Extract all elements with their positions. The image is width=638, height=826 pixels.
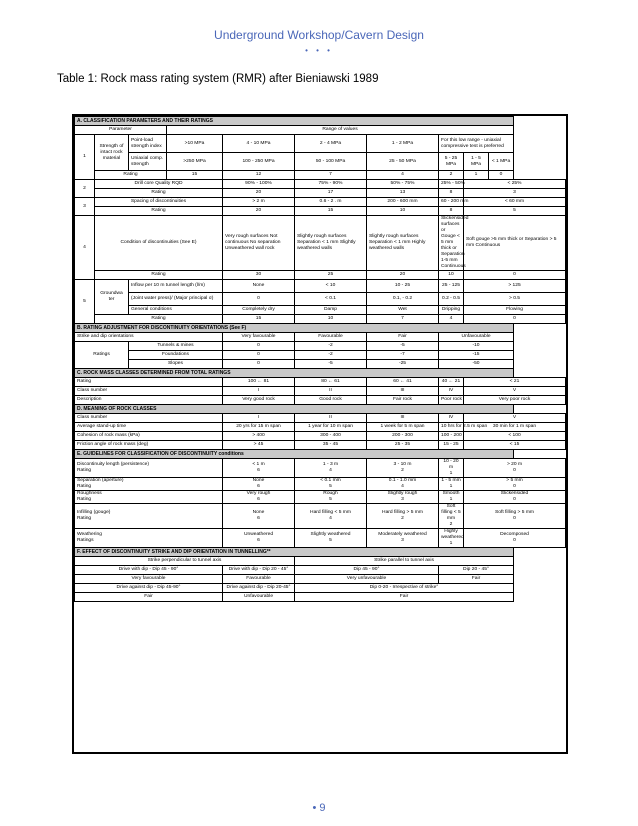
cell-rating: 4 bbox=[401, 484, 404, 489]
table-cell: V bbox=[464, 387, 566, 396]
table-cell: 10 hrs for 2.5 m span bbox=[439, 423, 464, 432]
cell-value: Slightly rough bbox=[387, 491, 418, 496]
table-cell bbox=[367, 478, 439, 491]
table-cell: Slightly rough surfaces Separation < 1 mm Slightly weathered walls bbox=[295, 216, 367, 271]
range-header: Range of values bbox=[167, 126, 514, 135]
table-cell: I bbox=[223, 414, 295, 423]
cell-rating: 0 bbox=[513, 484, 516, 489]
table-cell: Very rough surfaces Not continuous No separation Unweathered wall rock bbox=[223, 216, 295, 271]
param-4-name: Condition of discontinuities (See E) bbox=[95, 216, 223, 271]
table-cell: Good rock bbox=[295, 396, 367, 405]
table-cell: -50 bbox=[439, 360, 514, 369]
table-cell: < 0.1 bbox=[295, 293, 367, 306]
cell-value: Hard filling < 5 mm bbox=[310, 510, 351, 515]
rating-label: Rating bbox=[95, 271, 223, 280]
rating-cell: 5 bbox=[464, 207, 566, 216]
table-cell: < 60 mm bbox=[464, 198, 566, 207]
cell-value: Rough bbox=[323, 491, 338, 496]
cell-value: Slickensided bbox=[500, 491, 529, 496]
table-cell: < 1 MPa bbox=[489, 153, 514, 171]
ucs-label: Uniaxial comp. strength bbox=[129, 153, 167, 171]
header-ornament: • • • bbox=[305, 46, 333, 55]
table-cell: For this low range - uniaxial compressive test is preferred bbox=[439, 135, 514, 153]
table-cell: Unfavourable bbox=[223, 593, 295, 602]
page-number: • 9 bbox=[312, 802, 326, 814]
table-cell: 0.1, - 0.2 bbox=[367, 293, 439, 306]
table-cell: 20 yrs for 15 m span bbox=[223, 423, 295, 432]
cell-value: 0.1 - 1.0 mm bbox=[388, 478, 417, 483]
table-cell: 10 - 25 bbox=[367, 280, 439, 293]
cell-rating: 6 bbox=[257, 497, 260, 502]
rating-cell: 4 bbox=[367, 171, 439, 180]
table-cell: II bbox=[295, 387, 367, 396]
table-cell: -2 bbox=[295, 351, 367, 360]
table-cell: 100 - 250 MPa bbox=[223, 153, 295, 171]
table-cell bbox=[464, 459, 566, 478]
rating-cell: 15 bbox=[223, 315, 295, 324]
table-cell bbox=[223, 459, 295, 478]
cell-value: Very rough bbox=[246, 491, 271, 496]
row-label: Description bbox=[75, 396, 223, 405]
row-label: Class number bbox=[75, 414, 223, 423]
cell-rating: 6 bbox=[257, 516, 260, 521]
table-cell: > 45 bbox=[223, 441, 295, 450]
section-d-title: D. MEANING OF ROCK CLASSES bbox=[75, 405, 514, 414]
table-cell: < 10 bbox=[295, 280, 367, 293]
cell-rating: 3 bbox=[401, 538, 404, 543]
cell-value: Soft filling > 5 mm bbox=[494, 510, 534, 515]
table-cell: I bbox=[223, 387, 295, 396]
table-cell: III bbox=[367, 387, 439, 396]
table-cell: 25% - 50% bbox=[439, 180, 464, 189]
row-label-name: Weathering bbox=[77, 532, 102, 537]
rating-cell: 17 bbox=[295, 189, 367, 198]
cell-value: < 0.1 mm bbox=[320, 478, 341, 483]
cell-value: None bbox=[252, 510, 265, 515]
cell-rating: 2 bbox=[401, 468, 404, 473]
table-cell: 0.2 - 0.5 bbox=[439, 293, 464, 306]
table-cell bbox=[367, 459, 439, 478]
inflow-label: Inflow per 10 m tunnel length (l/m) bbox=[129, 280, 223, 293]
row-label: Tunnels & mines bbox=[129, 342, 223, 351]
row-label: Average stand-up time bbox=[75, 423, 223, 432]
rating-cell: 20 bbox=[367, 271, 439, 280]
table-cell: Very unfavourable bbox=[295, 575, 439, 584]
table-cell: 50% - 75% bbox=[367, 180, 439, 189]
cell-value: Slightly weathered bbox=[310, 532, 351, 537]
param-4-number: 4 bbox=[75, 216, 95, 280]
cell-value: Decomposed bbox=[500, 532, 529, 537]
table-cell: -25 bbox=[367, 360, 439, 369]
table-cell: Fair rock bbox=[367, 396, 439, 405]
table-cell: 60 - 200 mm bbox=[439, 198, 464, 207]
table-cell: 0 bbox=[223, 293, 295, 306]
table-cell: 1 year for 10 m span bbox=[295, 423, 367, 432]
table-cell: Very poor rock bbox=[464, 396, 566, 405]
cell-value: > 5 mm bbox=[506, 478, 523, 483]
table-cell: Dip 45 - 90° bbox=[295, 566, 439, 575]
table-cell: IV bbox=[439, 387, 464, 396]
cell-value: None bbox=[252, 478, 265, 483]
table-cell bbox=[439, 529, 464, 548]
rating-cell: 15 bbox=[167, 171, 223, 180]
table-cell: Drive against dip - Dip 20-45° bbox=[223, 584, 295, 593]
param-3-number: 3 bbox=[75, 198, 95, 216]
param-1-name: Strength of intact rock material bbox=[95, 135, 129, 171]
rating-cell: 15 bbox=[295, 207, 367, 216]
table-cell: None bbox=[223, 280, 295, 293]
table-cell: Wet bbox=[367, 306, 439, 315]
row-label bbox=[75, 491, 223, 504]
rating-cell: 3 bbox=[464, 189, 566, 198]
table-cell: -15 bbox=[439, 351, 514, 360]
table-cell: -10 bbox=[439, 342, 514, 351]
table-cell: >250 MPa bbox=[167, 153, 223, 171]
table-cell: Dip 0-20 - Irrespective of strike° bbox=[295, 584, 514, 593]
cell-rating: 5 bbox=[329, 497, 332, 502]
row-label: Rating bbox=[75, 378, 223, 387]
cell-rating: 5 bbox=[329, 484, 332, 489]
cell-value: Highly weathered bbox=[441, 529, 464, 540]
table-cell: Fair bbox=[75, 593, 223, 602]
table-cell: Slickensided surfaces or Gouge < 5 mm thick or Separation 1-5 mm Continuous bbox=[439, 216, 464, 271]
row-label-name: Discontinuity length (persistence) bbox=[77, 462, 150, 467]
rating-label: Rating bbox=[95, 171, 167, 180]
rating-label: Rating bbox=[77, 468, 92, 473]
table-cell: 0 bbox=[223, 360, 295, 369]
table-cell: Drive with dip - Dip 45 - 90° bbox=[75, 566, 223, 575]
table-cell: 4 - 10 MPa bbox=[223, 135, 295, 153]
param-1-number: 1 bbox=[75, 135, 95, 180]
table-header-cell: Strike and dip orientations bbox=[75, 333, 223, 342]
cell-value: Unweathered bbox=[243, 532, 274, 537]
table-cell: Damp bbox=[295, 306, 367, 315]
table-cell: IV bbox=[439, 414, 464, 423]
table-cell bbox=[223, 504, 295, 529]
row-label: Slopes bbox=[129, 360, 223, 369]
cell-value: > 20 m bbox=[506, 462, 523, 467]
rating-cell: 12 bbox=[223, 171, 295, 180]
rmr-table-frame bbox=[72, 114, 568, 754]
rating-cell: 8 bbox=[439, 207, 464, 216]
table-cell bbox=[464, 504, 566, 529]
table-cell: Favourable bbox=[223, 575, 295, 584]
rating-cell: 1 bbox=[464, 171, 489, 180]
table-cell: < 15 bbox=[464, 441, 566, 450]
ratings-label: Ratings bbox=[75, 342, 129, 369]
section-c-title: C. ROCK MASS CLASSES DETERMINED FROM TOTAL RATINGS bbox=[75, 369, 514, 378]
row-label bbox=[75, 529, 223, 548]
row-label-name: Infilling (gouge) bbox=[77, 510, 111, 515]
table-cell bbox=[439, 478, 464, 491]
section-e-title: E. GUIDELINES FOR CLASSIFICATION OF DISCONTINUITY conditions bbox=[75, 450, 514, 459]
table-cell: 60 ← 41 bbox=[367, 378, 439, 387]
table-cell: 0.6 - 2 . m bbox=[295, 198, 367, 207]
rating-cell: 10 bbox=[295, 315, 367, 324]
table-cell: Soft gouge >5 mm thick or Separation > 5 mm Continuous bbox=[464, 216, 566, 271]
table-cell: Drive with dip - Dip 20 - 45° bbox=[223, 566, 295, 575]
row-label bbox=[75, 504, 223, 529]
table-cell: Very favourable bbox=[75, 575, 223, 584]
cell-rating: 0 bbox=[513, 516, 516, 521]
table-cell: 25 - 125 bbox=[439, 280, 464, 293]
cell-rating: 1 bbox=[449, 497, 453, 502]
table-cell: 1 week for 5 m span bbox=[367, 423, 439, 432]
rating-label: Rating bbox=[77, 516, 92, 521]
table-cell bbox=[367, 504, 439, 529]
cell-value: 1 - 5 mm bbox=[441, 478, 461, 483]
point-load-label: Point-load strength index bbox=[129, 135, 167, 153]
parameter-header: Parameter bbox=[75, 126, 167, 135]
table-cell bbox=[295, 459, 367, 478]
table-cell: 0 bbox=[223, 342, 295, 351]
table-cell: > 0.5 bbox=[464, 293, 566, 306]
rmr-table bbox=[74, 116, 566, 602]
table-cell bbox=[464, 491, 566, 504]
table-cell bbox=[223, 491, 295, 504]
cell-rating: 1 bbox=[449, 484, 453, 489]
table-header-cell: Fair bbox=[367, 333, 439, 342]
table-cell: -2 bbox=[295, 342, 367, 351]
table-cell: 50 - 100 MPa bbox=[295, 153, 367, 171]
table-cell: 25 - 35 bbox=[367, 441, 439, 450]
table-cell: Dripping bbox=[439, 306, 464, 315]
table-cell: 200 - 600 mm bbox=[367, 198, 439, 207]
cell-rating: 2 bbox=[449, 522, 453, 527]
row-label: Foundations bbox=[129, 351, 223, 360]
table-header-cell: Favourable bbox=[295, 333, 367, 342]
document-header: Underground Workshop/Cavern Design bbox=[214, 28, 424, 42]
table-cell: 1 - 2 MPa bbox=[367, 135, 439, 153]
table-cell: 1 - 5 MPa bbox=[464, 153, 489, 171]
table-cell bbox=[295, 529, 367, 548]
table-cell bbox=[439, 459, 464, 478]
table-cell: 100 - 200 bbox=[439, 432, 464, 441]
table-cell bbox=[367, 529, 439, 548]
cell-rating: 1 bbox=[449, 471, 453, 476]
strike-parallel-header: Strike parallel to tunnel axis bbox=[295, 557, 514, 566]
rating-cell: 20 bbox=[223, 207, 295, 216]
rating-cell: 2 bbox=[439, 171, 464, 180]
table-cell: 100 ← 81 bbox=[223, 378, 295, 387]
table-cell bbox=[295, 491, 367, 504]
table-cell: < 21 bbox=[464, 378, 566, 387]
row-label-name: Separation (aperture) bbox=[77, 478, 124, 483]
table-cell: Slightly rough surfaces Separation < 1 mm Highly weathered walls bbox=[367, 216, 439, 271]
table-cell: Completely dry bbox=[223, 306, 295, 315]
rating-cell: 4 bbox=[439, 315, 464, 324]
table-cell: 35 - 45 bbox=[295, 441, 367, 450]
table-cell bbox=[367, 491, 439, 504]
table-cell bbox=[464, 478, 566, 491]
table-cell: 300 - 400 bbox=[295, 432, 367, 441]
cell-rating: 0 bbox=[513, 497, 516, 502]
table-header-cell: Unfavourable bbox=[439, 333, 514, 342]
table-cell: 25 - 50 MPa bbox=[367, 153, 439, 171]
table-cell: Dip 20 - 45° bbox=[439, 566, 514, 575]
table-cell: 0 bbox=[223, 351, 295, 360]
ratings-label: Ratings bbox=[77, 538, 94, 543]
cell-rating: 0 bbox=[513, 538, 516, 543]
table-cell: 15 - 25 bbox=[439, 441, 464, 450]
table-cell: 80 ← 61 bbox=[295, 378, 367, 387]
table-cell: Fair bbox=[295, 593, 514, 602]
table-cell bbox=[223, 529, 295, 548]
cell-rating: 2 bbox=[401, 516, 404, 521]
table-cell: 200 - 300 bbox=[367, 432, 439, 441]
cell-value: 3 - 10 m bbox=[393, 462, 412, 467]
param-2-number: 2 bbox=[75, 180, 95, 198]
rating-cell: 0 bbox=[464, 315, 566, 324]
table-cell: 40 ← 21 bbox=[439, 378, 464, 387]
cell-rating: 5 bbox=[329, 538, 332, 543]
table-cell bbox=[439, 491, 464, 504]
row-label bbox=[75, 478, 223, 491]
row-label: Friction angle of rock mass (deg) bbox=[75, 441, 223, 450]
rating-cell: 20 bbox=[223, 189, 295, 198]
table-cell: 2 - 4 MPa bbox=[295, 135, 367, 153]
cell-rating: 4 bbox=[329, 468, 332, 473]
param-5-name: Groundwa ter bbox=[95, 280, 129, 315]
table-cell: >10 MPa bbox=[167, 135, 223, 153]
water-pressure-label: (Joint water press)/ (Major principal σ) bbox=[129, 293, 223, 306]
rating-cell: 25 bbox=[295, 271, 367, 280]
cell-value: Moderately weathered bbox=[378, 532, 427, 537]
rating-cell: 7 bbox=[295, 171, 367, 180]
table-cell: 5 - 25 MPa bbox=[439, 153, 464, 171]
table-cell: 90% - 100% bbox=[223, 180, 295, 189]
section-a-title: A. CLASSIFICATION PARAMETERS AND THEIR RATINGS bbox=[75, 117, 514, 126]
table-cell: < 100 bbox=[464, 432, 566, 441]
row-label: Cohesion of rock mass (kPa) bbox=[75, 432, 223, 441]
cell-value: 10 - 20 m bbox=[443, 459, 459, 470]
table-cell: III bbox=[367, 414, 439, 423]
table-cell: Drive against dip - Dip 45-90° bbox=[75, 584, 223, 593]
cell-value: 1 - 3 m bbox=[322, 462, 339, 467]
param-5-number: 5 bbox=[75, 280, 95, 324]
cell-rating: 3 bbox=[401, 497, 404, 502]
table-cell: > 125 bbox=[464, 280, 566, 293]
cell-rating: 6 bbox=[257, 484, 260, 489]
cell-rating: 1 bbox=[449, 541, 453, 546]
param-3-name: Spacing of discontinuities bbox=[95, 198, 223, 207]
table-cell bbox=[295, 504, 367, 529]
table-cell: Fair bbox=[439, 575, 514, 584]
table-cell: Poor rock bbox=[439, 396, 464, 405]
table-cell: Very good rock bbox=[223, 396, 295, 405]
rating-cell: 13 bbox=[367, 189, 439, 198]
param-2-name: Drill core Quality RQD bbox=[95, 180, 223, 189]
table-cell: 75% - 90% bbox=[295, 180, 367, 189]
rating-label: Rating bbox=[95, 189, 223, 198]
rating-cell: 10 bbox=[439, 271, 464, 280]
table-cell: -5 bbox=[295, 360, 367, 369]
cell-rating: 6 bbox=[257, 468, 260, 473]
rating-cell: 30 bbox=[223, 271, 295, 280]
table-cell: II bbox=[295, 414, 367, 423]
cell-rating: 4 bbox=[329, 516, 332, 521]
rating-label: Rating bbox=[95, 315, 223, 324]
section-b-title: B. RATING ADJUSTMENT FOR DISCONTINUITY ORIENTATIONS (See F) bbox=[75, 324, 514, 333]
table-cell bbox=[439, 504, 464, 529]
cell-rating: 6 bbox=[257, 538, 260, 543]
cell-value: Hard filling > 5 mm bbox=[382, 510, 423, 515]
rating-cell: 8 bbox=[439, 189, 464, 198]
rating-label: Rating bbox=[77, 497, 92, 502]
rating-label: Rating bbox=[77, 484, 92, 489]
table-caption: Table 1: Rock mass rating system (RMR) after Bieniawski 1989 bbox=[57, 73, 379, 85]
table-cell: > 400 bbox=[223, 432, 295, 441]
section-f-title: F. EFFECT OF DISCONTINUITY STRIKE AND DIP ORIENTATION IN TUNNELLING** bbox=[75, 548, 514, 557]
strike-perpendicular-header: Strike perpendicular to tunnel axis bbox=[75, 557, 295, 566]
cell-rating: 0 bbox=[513, 468, 516, 473]
rating-cell: 7 bbox=[367, 315, 439, 324]
rating-cell: 0 bbox=[489, 171, 514, 180]
table-cell: V bbox=[464, 414, 566, 423]
table-cell: -7 bbox=[367, 351, 439, 360]
general-conditions-label: General conditions bbox=[129, 306, 223, 315]
table-cell: < 25% bbox=[464, 180, 566, 189]
cell-value: Soft filling < 5 mm bbox=[441, 504, 461, 521]
row-label-name: Roughness bbox=[77, 491, 102, 496]
table-cell: -5 bbox=[367, 342, 439, 351]
table-cell: Flowing bbox=[464, 306, 566, 315]
cell-value: < 1 m bbox=[252, 462, 265, 467]
rating-label: Rating bbox=[95, 207, 223, 216]
row-label bbox=[75, 459, 223, 478]
table-cell bbox=[464, 529, 566, 548]
table-cell bbox=[295, 478, 367, 491]
rating-cell: 0 bbox=[464, 271, 566, 280]
rating-cell: 10 bbox=[367, 207, 439, 216]
row-label: Class number bbox=[75, 387, 223, 396]
table-header-cell: Very favourable bbox=[223, 333, 295, 342]
table-cell: > 2 m bbox=[223, 198, 295, 207]
cell-value: Smooth bbox=[442, 491, 460, 496]
table-cell bbox=[223, 478, 295, 491]
table-cell: 30 min for 1 m span bbox=[464, 423, 566, 432]
